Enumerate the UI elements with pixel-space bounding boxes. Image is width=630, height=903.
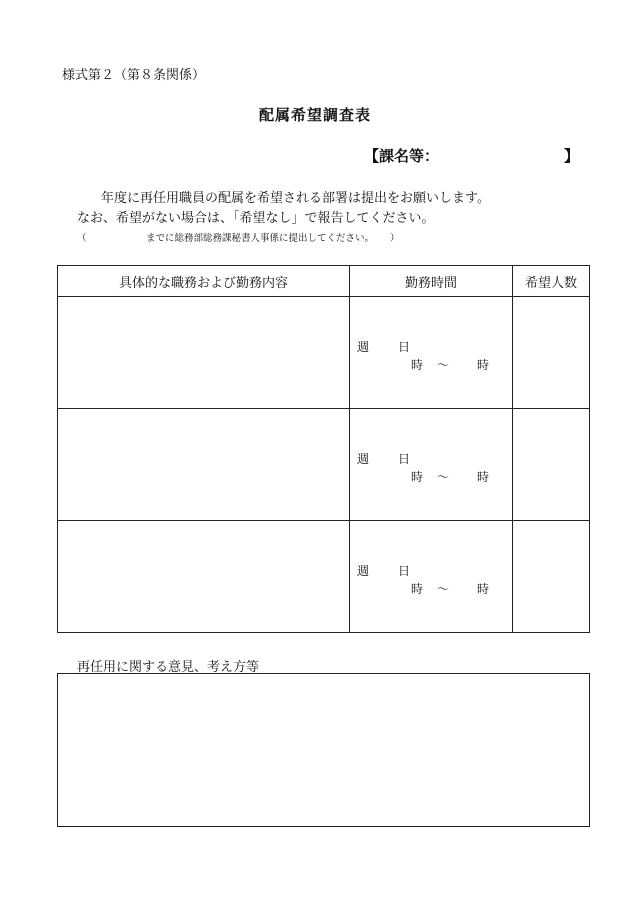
intro-line-2: なお、希望がない場合は、「希望なし」で報告してください。 bbox=[77, 211, 435, 226]
deadline-note bbox=[77, 230, 400, 244]
week-label: 週 bbox=[357, 452, 370, 466]
department-bracket-close: 】 bbox=[564, 147, 580, 165]
header-work-hours: 勤務時間 bbox=[350, 266, 513, 297]
week-label: 週 bbox=[357, 564, 370, 578]
job-content-cell[interactable] bbox=[58, 297, 350, 409]
table-header-row bbox=[58, 266, 590, 297]
range-tilde: ～ bbox=[437, 470, 450, 484]
hour-from-label: 時 bbox=[411, 582, 424, 596]
work-hours-cell[interactable] bbox=[350, 409, 513, 521]
hour-to-label: 時 bbox=[477, 582, 490, 596]
requested-count-cell[interactable] bbox=[513, 521, 590, 633]
range-tilde: ～ bbox=[437, 582, 450, 596]
day-label: 日 bbox=[398, 340, 411, 354]
table-row bbox=[58, 297, 590, 409]
hour-to-label: 時 bbox=[477, 358, 490, 372]
hour-to-label: 時 bbox=[477, 470, 490, 484]
deadline-note-close: ） bbox=[390, 233, 400, 244]
department-field bbox=[364, 145, 580, 166]
week-label: 週 bbox=[357, 340, 370, 354]
header-requested-count: 希望人数 bbox=[513, 266, 590, 297]
department-label: 【課名等： bbox=[364, 147, 440, 165]
table-row bbox=[58, 521, 590, 633]
job-request-table bbox=[57, 265, 590, 633]
page-title: 配属希望調査表 bbox=[258, 106, 371, 124]
deadline-note-text: までに総務部総務課秘書人事係に提出してください。 bbox=[146, 233, 375, 244]
hour-from-label: 時 bbox=[411, 470, 424, 484]
table-row bbox=[58, 409, 590, 521]
job-content-cell[interactable] bbox=[58, 521, 350, 633]
work-hours-cell[interactable] bbox=[350, 297, 513, 409]
requested-count-cell[interactable] bbox=[513, 409, 590, 521]
form-number: 様式第２（第８条関係） bbox=[62, 68, 206, 83]
job-content-cell[interactable] bbox=[58, 409, 350, 521]
range-tilde: ～ bbox=[437, 358, 450, 372]
opinion-textarea[interactable] bbox=[57, 673, 590, 827]
day-label: 日 bbox=[398, 452, 411, 466]
day-label: 日 bbox=[398, 564, 411, 578]
header-job-content: 具体的な職務および勤務内容 bbox=[58, 266, 350, 297]
hour-from-label: 時 bbox=[411, 358, 424, 372]
intro-line-1: 年度に再任用職員の配属を希望される部署は提出をお願いします。 bbox=[101, 191, 490, 206]
deadline-note-open: （ bbox=[77, 233, 87, 244]
opinion-label: 再任用に関する意見、考え方等 bbox=[77, 660, 260, 675]
work-hours-cell[interactable] bbox=[350, 521, 513, 633]
requested-count-cell[interactable] bbox=[513, 297, 590, 409]
